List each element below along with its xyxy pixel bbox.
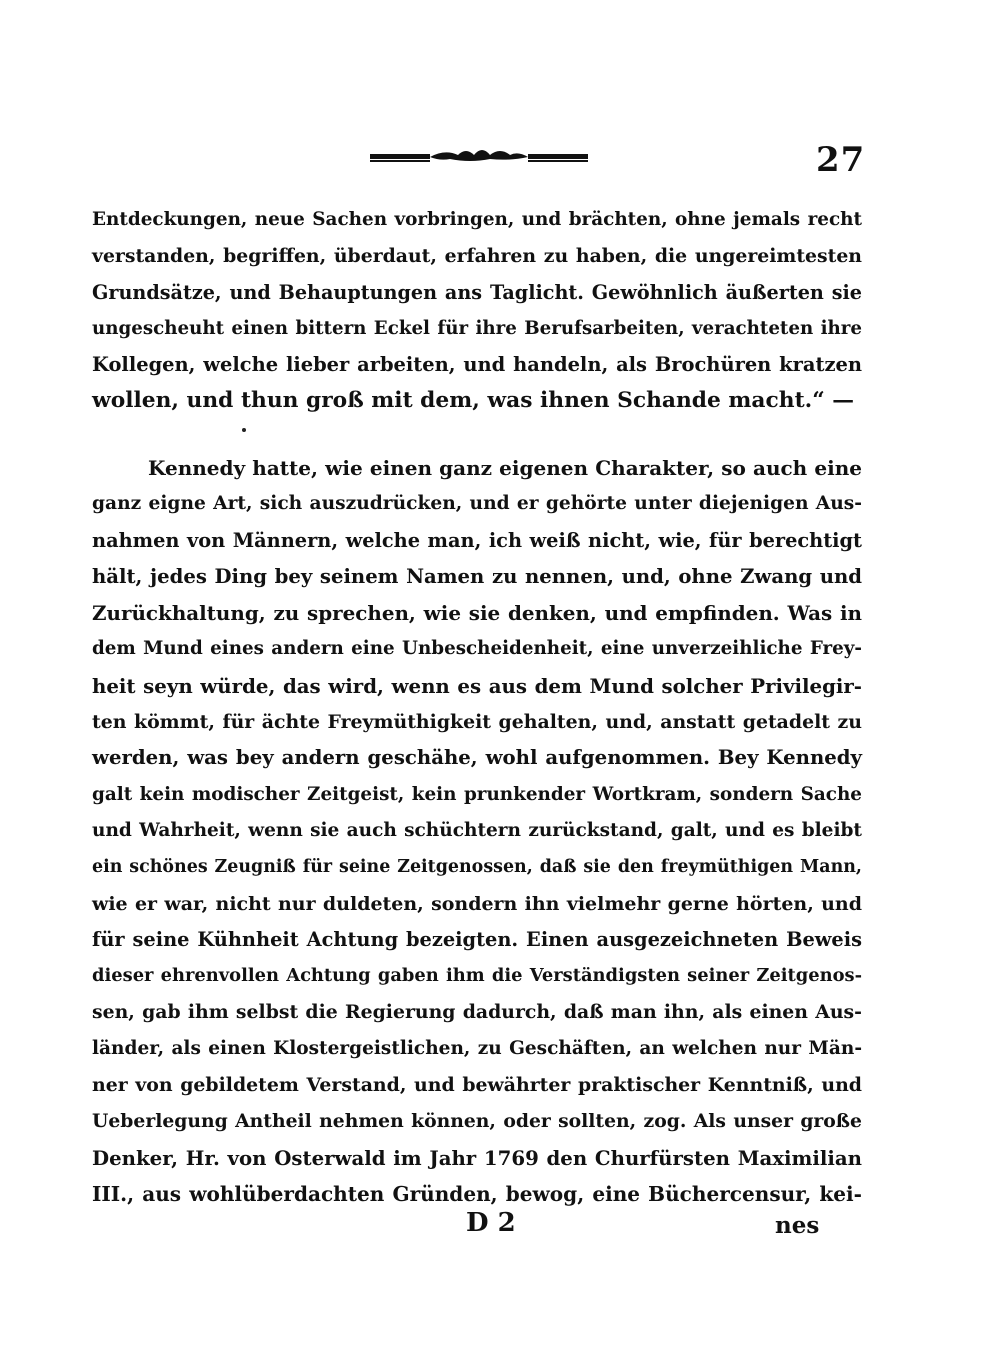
text-line: werden, was bey andern geschähe, wohl aufgenommen. Bey Kennedy xyxy=(92,746,862,770)
text-line: nahmen von Männern, welche man, ich weiß nicht, wie, für berechtigt xyxy=(92,528,862,552)
text-line: verstanden, begriffen, überdaut, erfahren zu haben, die ungereimtesten xyxy=(92,245,862,268)
page-number: 27 xyxy=(816,140,866,180)
text-line: ner von gebildetem Verstand, und bewährter praktischer Kenntniß, und xyxy=(92,1074,862,1097)
text-line: Grundsätze, und Behauptungen ans Taglicht. Gewöhnlich äußerten sie xyxy=(92,280,862,304)
catchword: nes xyxy=(775,1212,820,1239)
signature-mark: D 2 xyxy=(466,1208,516,1238)
text-line: heit seyn würde, das wird, wenn es aus dem Mund solcher Privilegir- xyxy=(92,673,862,698)
text-line: wie er war, nicht nur duldeten, sondern ihn vielmehr gerne hörten, und xyxy=(92,892,862,915)
text-line: Denker, Hr. von Osterwald im Jahr 1769 den Churfürsten Maximilian xyxy=(92,1145,862,1170)
text-line: Kennedy hatte, wie einen ganz eigenen Charakter, so auch eine xyxy=(148,456,862,480)
text-line: galt kein modischer Zeitgeist, kein prunkender Wortkram, sondern Sache xyxy=(92,783,862,805)
text-line: ein schönes Zeugniß für seine Zeitgenossen, daß sie den freymüthigen Mann, xyxy=(92,857,862,878)
text-line: hält, jedes Ding bey seinem Namen zu nennen, und, ohne Zwang und xyxy=(92,564,862,588)
text-line: wollen, und thun groß mit dem, was ihnen Schande macht.“ — xyxy=(92,388,855,414)
text-line: ganz eigne Art, sich auszudrücken, und er gehörte unter diejenigen Aus- xyxy=(92,493,862,515)
text-line: III., aus wohlüberdachten Gründen, bewog, eine Büchercensur, kei- xyxy=(92,1181,862,1206)
text-line: und Wahrheit, wenn sie auch schüchtern zurückstand, galt, und es bleibt xyxy=(92,819,862,841)
paragraph-kennedy xyxy=(92,450,862,1212)
text-line: Entdeckungen, neue Sachen vorbringen, und brächten, ohne jemals recht xyxy=(92,209,862,230)
header-ornament xyxy=(370,143,588,165)
ink-speck xyxy=(242,428,246,432)
text-line: für seine Kühnheit Achtung bezeigten. Einen ausgezeichneten Beweis xyxy=(92,927,862,951)
text-line: Zurückhaltung, zu sprechen, wie sie denken, und empfinden. Was in xyxy=(92,601,862,626)
text-line: Ueberlegung Antheil nehmen können, oder sollten, zog. Als unser große xyxy=(92,1110,862,1133)
text-line: dieser ehrenvollen Achtung gaben ihm die Verständigsten seiner Zeitgenos- xyxy=(92,965,862,987)
text-line: dem Mund eines andern eine Unbescheidenheit, eine unverzeihliche Frey- xyxy=(92,638,862,660)
text-line: ungescheuht einen bittern Eckel für ihre Berufsarbeiten, verachteten ihre xyxy=(92,317,862,339)
paragraph-continuation xyxy=(92,202,862,420)
text-line: sen, gab ihm selbst die Regierung dadurch, daß man ihn, als einen Aus- xyxy=(92,1001,862,1024)
text-line: ten kömmt, für ächte Freymüthigkeit gehalten, und, anstatt getadelt zu xyxy=(92,711,862,734)
text-line: Kollegen, welche lieber arbeiten, und handeln, als Brochüren kratzen xyxy=(92,353,862,377)
text-line: länder, als einen Klostergeistlichen, zu Geschäften, an welchen nur Män- xyxy=(92,1037,862,1059)
